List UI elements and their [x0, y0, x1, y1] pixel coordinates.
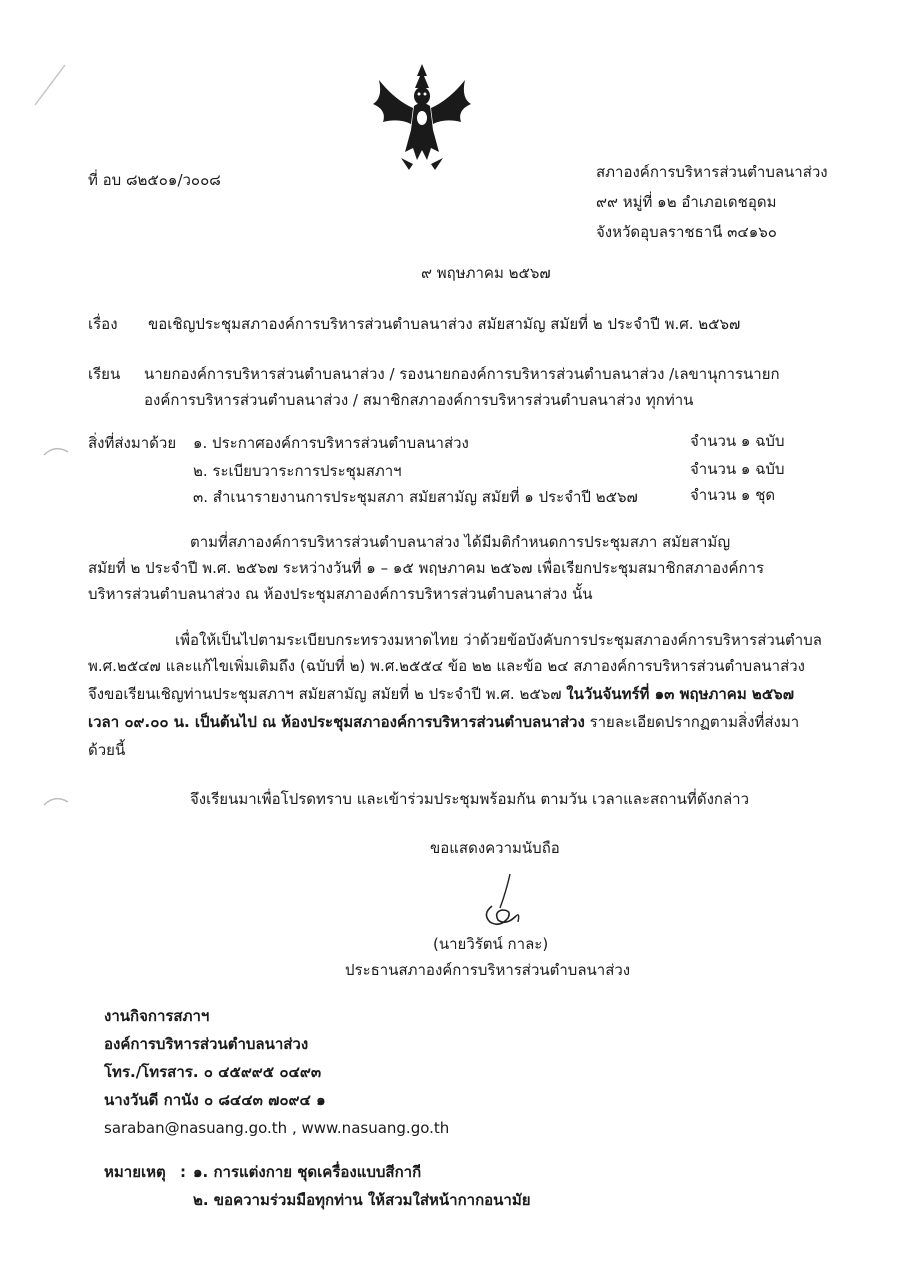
punch-hole-mark	[40, 440, 70, 470]
body-paragraph-line: เพื่อให้เป็นไปตามระเบียบกระทรวงมหาดไทย ว่าด้วยข้อบังคับการประชุมสภาองค์การบริหารส่วนตำบล	[175, 631, 822, 649]
note-label: หมายเหตุ	[104, 1163, 166, 1181]
note-item: ๒. ขอความร่วมมือทุกท่าน ให้สวมใส่หน้ากากอนามัย	[193, 1191, 531, 1209]
enclosure-quantity: จำนวน ๑ ฉบับ	[690, 460, 785, 478]
body-paragraph-line: ตามที่สภาองค์การบริหารส่วนตำบลนาส่วง ได้มีมติกำหนดการประชุมสภา สมัยสามัญ	[190, 533, 731, 551]
enclosures-label: สิ่งที่ส่งมาด้วย	[88, 434, 177, 452]
contact-line: นางวันดี กานัง ๐ ๘๔๔๓ ๗๐๙๔ ๑	[104, 1091, 326, 1109]
enclosure-item: ๒. ระเบียบวาระการประชุมสภาฯ	[193, 462, 402, 480]
enclosure-item: ๓. สำเนารายงานการประชุมสภา สมัยสามัญ สมัยที่ ๑ ประจำปี ๒๕๖๗	[193, 488, 638, 506]
garuda-emblem-icon	[365, 60, 480, 175]
body-text: จึงขอเรียนเชิญท่านประชุมสภาฯ สมัยสามัญ สมัยที่ ๒ ประจำปี พ.ศ. ๒๕๖๗	[88, 685, 567, 703]
document-number: ที่ อบ ๘๒๕๐๑/ว๐๐๘	[88, 171, 221, 189]
note-item: ๑. การแต่งกาย ชุดเครื่องแบบสีกากี	[193, 1163, 422, 1181]
body-text: รายละเอียดปรากฏตามสิ่งที่ส่งมา	[584, 713, 800, 731]
recipient-line: องค์การบริหารส่วนตำบลนาส่วง / สมาชิกสภาองค์การบริหารส่วนตำบลนาส่วง ทุกท่าน	[144, 391, 694, 409]
recipient-line: นายกองค์การบริหารส่วนตำบลนาส่วง / รองนายกองค์การบริหารส่วนตำบลนาส่วง /เลขานุการนายก	[144, 365, 780, 383]
contact-email-website: saraban@nasuang.go.th , www.nasuang.go.th	[104, 1119, 450, 1137]
punch-hole-mark	[40, 790, 70, 820]
contact-line: องค์การบริหารส่วนตำบลนาส่วง	[104, 1035, 309, 1053]
scan-mark	[30, 60, 70, 110]
subject-label: เรื่อง	[88, 315, 118, 333]
meeting-time-place: เวลา ๐๙.๐๐ น. เป็นต้นไป ณ ห้องประชุมสภาองค์การบริหารส่วนตำบลนาส่วง	[88, 713, 585, 731]
contact-line: โทร./โทรสาร. ๐ ๔๕๙๙๕ ๐๔๙๓	[104, 1063, 322, 1081]
body-paragraph-line: สมัยที่ ๒ ประจำปี พ.ศ. ๒๕๖๗ ระหว่างวันที่ ๑ – ๑๕ พฤษภาคม ๒๕๖๗ เพื่อเรียกประชุมสมาชิกสภาองค์การ	[88, 559, 765, 577]
body-paragraph-line: ด้วยนี้	[88, 741, 126, 759]
sender-address-line: จังหวัดอุบลราชธานี ๓๔๑๖๐	[596, 223, 777, 241]
enclosure-item: ๑. ประกาศองค์การบริหารส่วนตำบลนาส่วง	[193, 434, 469, 452]
contact-line: งานกิจการสภาฯ	[104, 1007, 210, 1025]
recipient-label: เรียน	[88, 365, 121, 383]
signer-name: (นายวิรัตน์ กาละ)	[433, 935, 549, 953]
body-paragraph-line: บริหารส่วนตำบลนาส่วง ณ ห้องประชุมสภาองค์การบริหารส่วนตำบลนาส่วง นั้น	[88, 585, 593, 603]
body-paragraph-line: พ.ศ.๒๕๔๗ และแก้ไขเพิ่มเติมถึง (ฉบับที่ ๒) พ.ศ.๒๕๕๔ ข้อ ๒๒ และข้อ ๒๔ สภาองค์การบริหารส่วนตำบลนาส่วง	[88, 657, 805, 675]
closing-regards: ขอแสดงความนับถือ	[430, 839, 560, 857]
enclosure-quantity: จำนวน ๑ ฉบับ	[690, 432, 785, 450]
body-paragraph-line	[88, 684, 794, 704]
sender-address-line: ๙๙ หมู่ที่ ๑๒ อำเภอเดชอุดม	[596, 193, 777, 211]
subject-text: ขอเชิญประชุมสภาองค์การบริหารส่วนตำบลนาส่วง สมัยสามัญ สมัยที่ ๒ ประจำปี พ.ศ. ๒๕๖๗	[148, 315, 741, 333]
note-colon: :	[180, 1163, 186, 1181]
signer-position: ประธานสภาองค์การบริหารส่วนตำบลนาส่วง	[345, 961, 631, 979]
body-paragraph-line	[88, 712, 799, 732]
enclosure-quantity: จำนวน ๑ ชุด	[690, 486, 776, 504]
sender-address-line: สภาองค์การบริหารส่วนตำบลนาส่วง	[596, 163, 828, 181]
meeting-date: ในวันจันทร์ที่ ๑๓ พฤษภาคม ๒๕๖๗	[566, 685, 794, 703]
signature-mark	[470, 870, 540, 932]
body-paragraph-line: จึงเรียนมาเพื่อโปรดทราบ และเข้าร่วมประชุมพร้อมกัน ตามวัน เวลาและสถานที่ดังกล่าว	[190, 790, 750, 808]
letter-date: ๙ พฤษภาคม ๒๕๖๗	[421, 264, 551, 282]
